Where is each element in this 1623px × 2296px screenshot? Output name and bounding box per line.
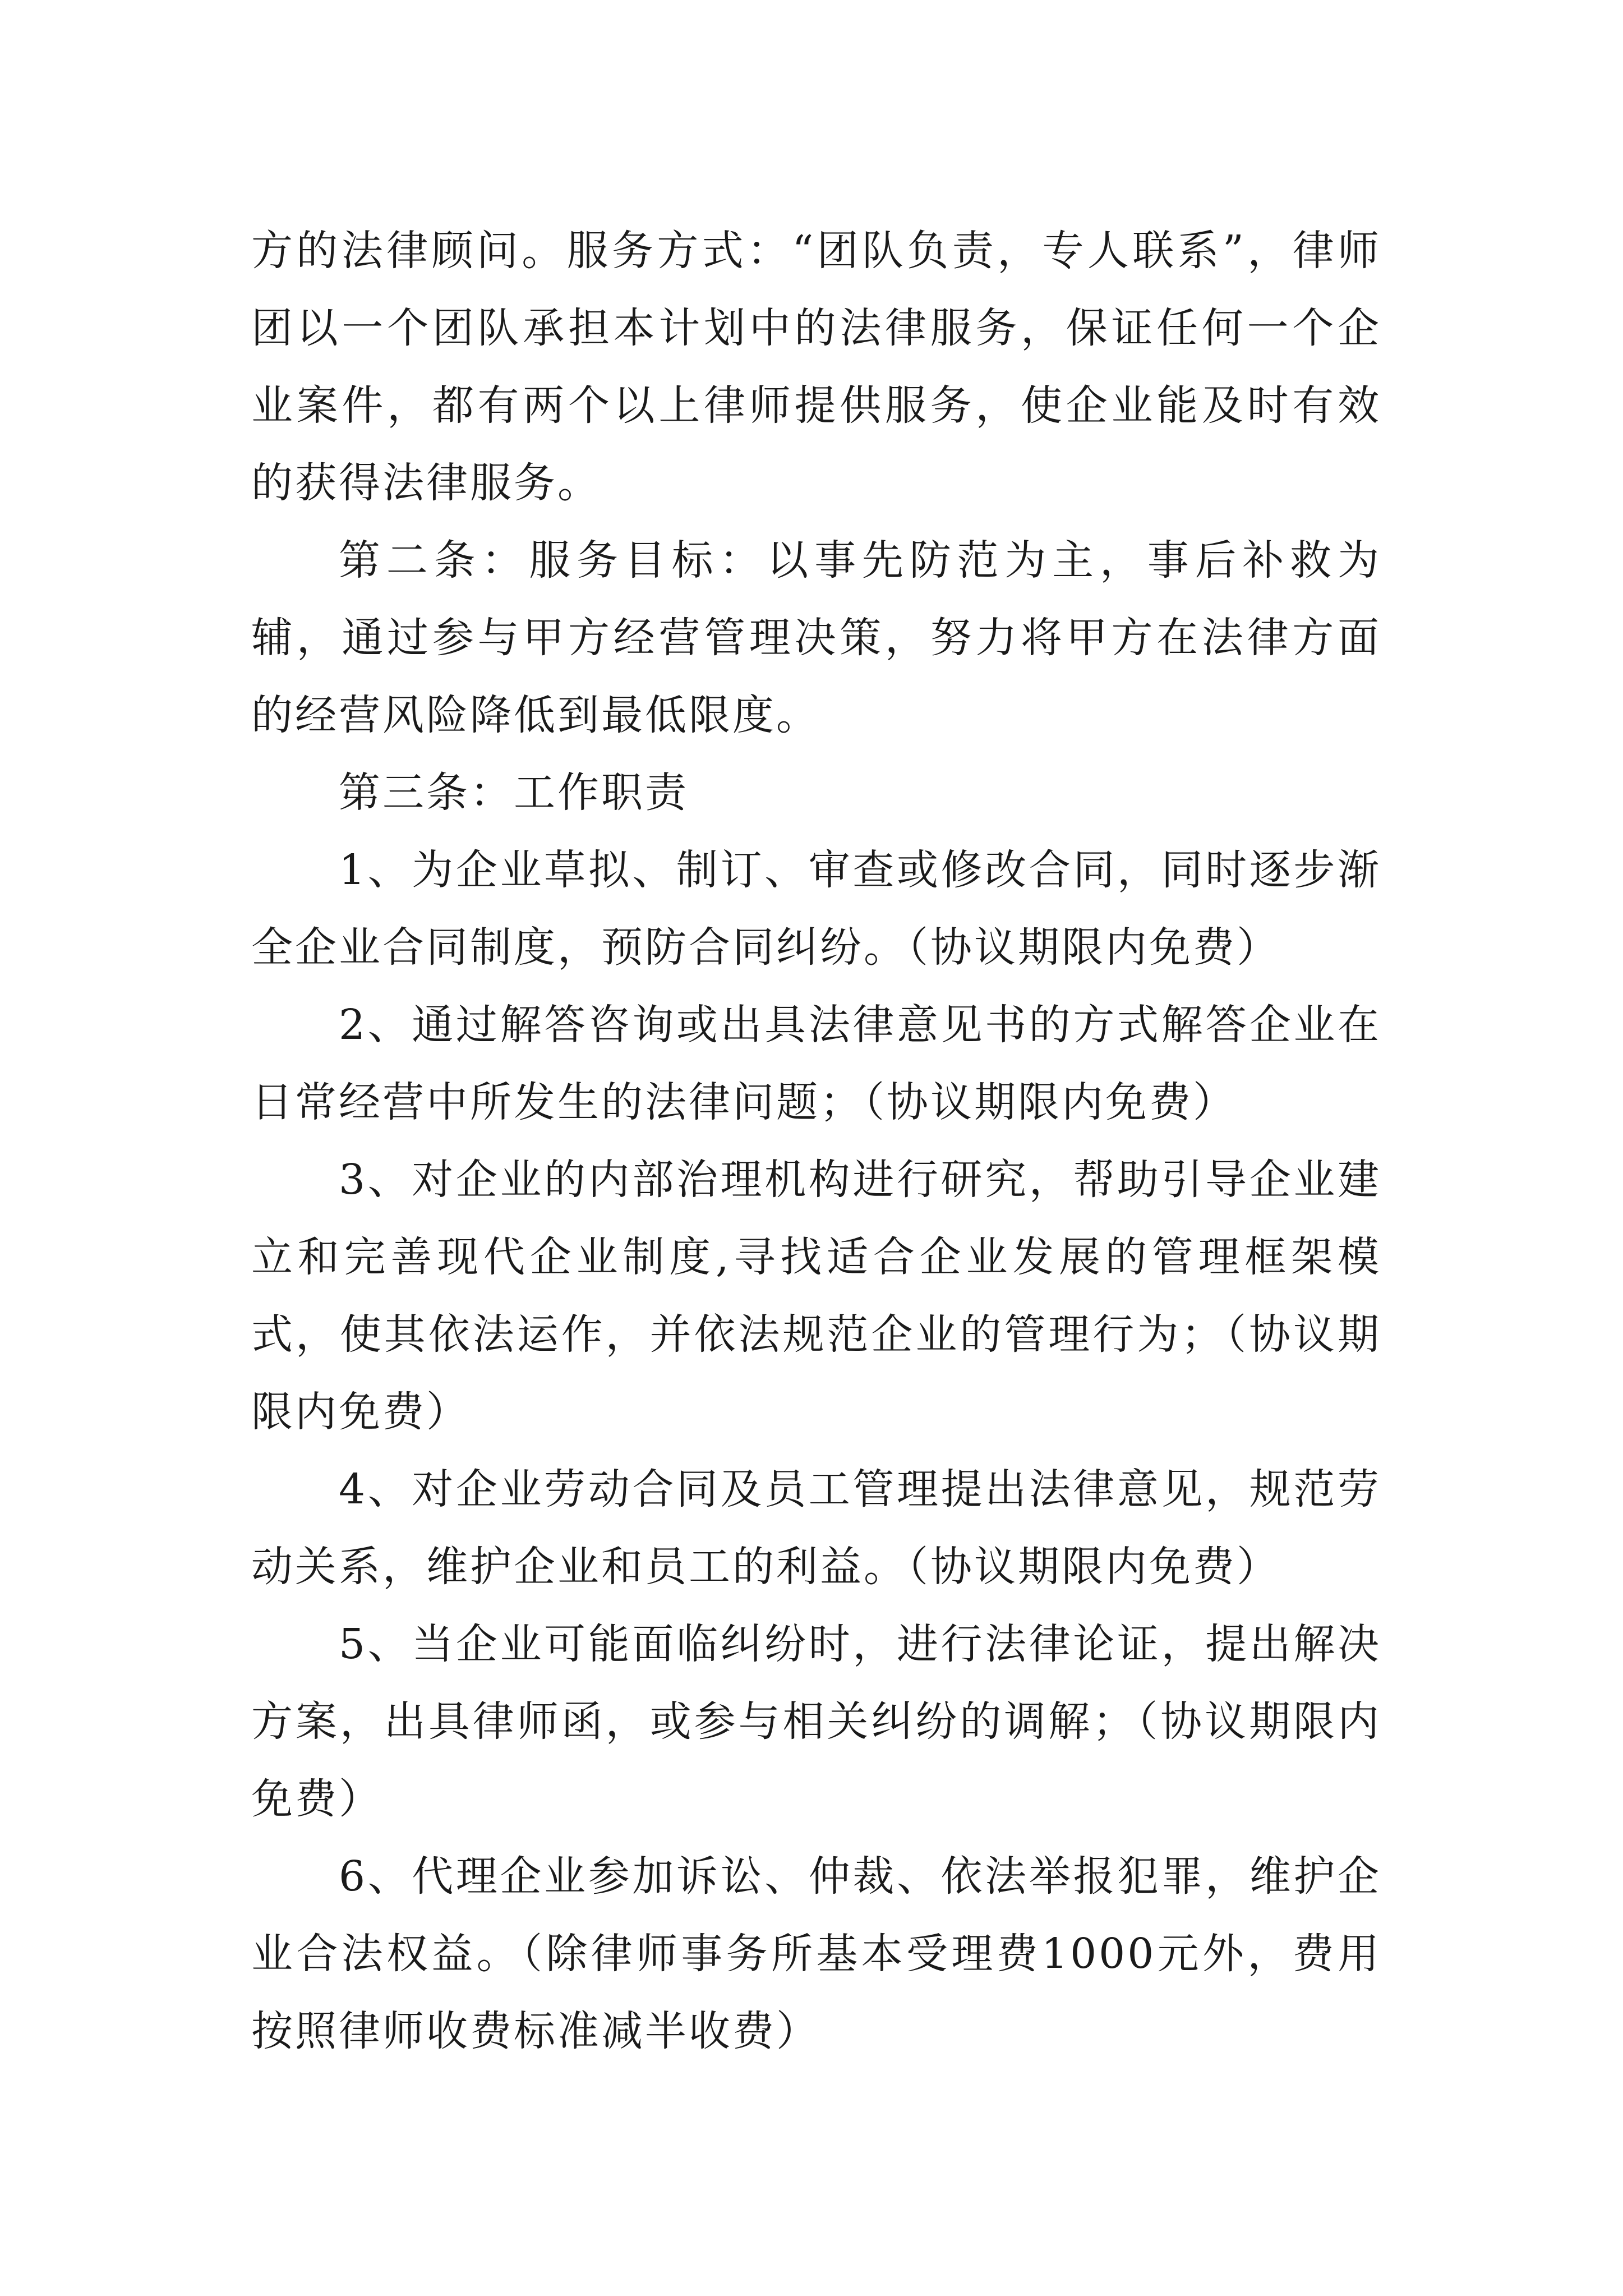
paragraph-duty-2-consultation: 2、通过解答咨询或出具法律意见书的方式解答企业在日常经营中所发生的法律问题；（协议期限内免费） [251, 1001, 1381, 1126]
paragraph-duty-5-disputes: 5、当企业可能面临纠纷时，进行法律论证，提出解决方案，出具律师函，或参与相关纠纷的调解；（协议期限内免费） [251, 1620, 1381, 1823]
paragraph-legal-advisor-service-mode: 方的法律顾问。服务方式：“团队负责，专人联系”，律师团以一个团队承担本计划中的法律服务，保证任何一个企业案件，都有两个以上律师提供服务，使企业能及时有效的获得法律服务。 [251, 227, 1381, 507]
paragraph-duty-6-litigation: 6、代理企业参加诉讼、仲裁、依法举报犯罪，维护企业合法权益。（除律师事务所基本受理费1000元外，费用按照律师收费标准减半收费） [251, 1852, 1381, 2055]
paragraph-duty-4-labor: 4、对企业劳动合同及员工管理提出法律意见，规范劳动关系，维护企业和员工的利益。（协议期限内免费） [251, 1465, 1381, 1591]
paragraph-article-two-service-goal: 第二条：服务目标：以事先防范为主，事后补救为辅，通过参与甲方经营管理决策，努力将甲方在法律方面的经营风险降低到最低限度。 [251, 536, 1381, 739]
paragraph-duty-1-contracts: 1、为企业草拟、制订、审查或修改合同，同时逐步渐全企业合同制度，预防合同纠纷。（协议期限内免费） [251, 846, 1381, 972]
document-body [251, 212, 1381, 2070]
paragraph-duty-3-governance: 3、对企业的内部治理机构进行研究，帮助引导企业建立和完善现代企业制度,寻找适合企业发展的管理框架模式，使其依法运作，并依法规范企业的管理行为；（协议期限内免费） [251, 1156, 1381, 1436]
paragraph-article-three-heading: 第三条：工作职责 [339, 769, 689, 817]
